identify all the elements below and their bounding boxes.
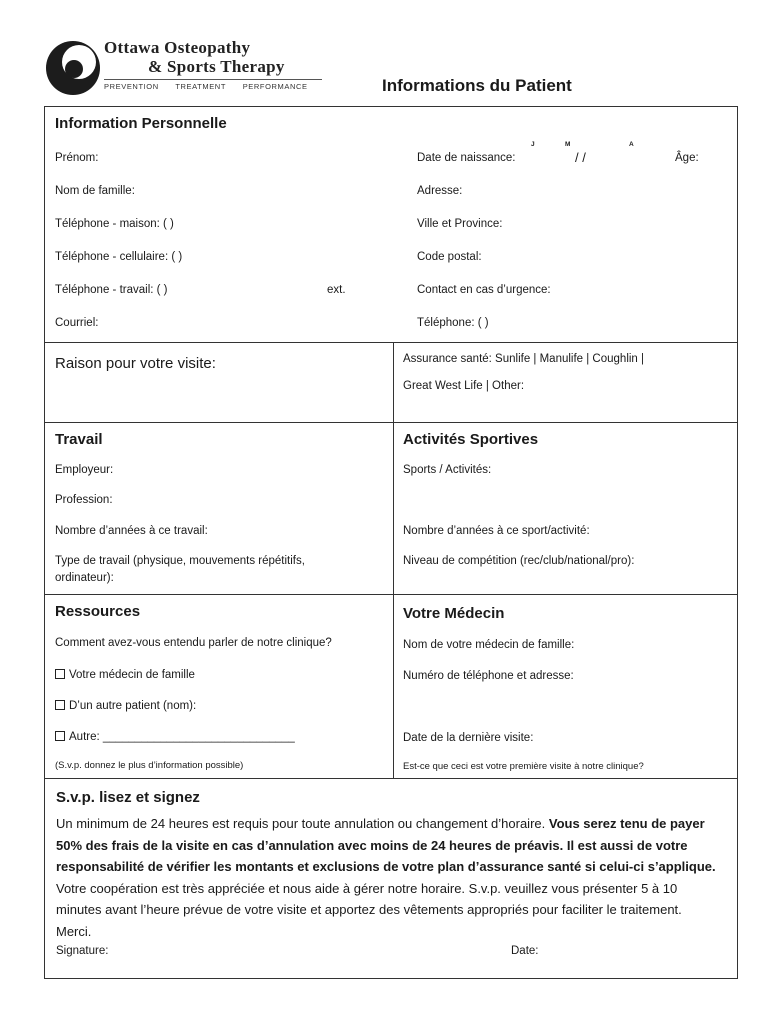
first-visit-question[interactable]: Est-ce que ceci est votre première visite à notre clinique? (403, 761, 644, 772)
section-heading: Information Personnelle (55, 115, 227, 132)
section-heading: Ressources (55, 603, 141, 620)
home-phone-field[interactable]: Téléphone - maison: ( ) (55, 218, 174, 230)
brand-name-line2: & Sports Therapy (148, 57, 285, 76)
work-years-field[interactable]: Nombre d’années à ce travail: (55, 525, 208, 537)
referral-question: Comment avez-vous entendu parler de notre clinique? (55, 637, 332, 649)
brand-name: Ottawa Osteopathy (104, 38, 251, 57)
section-heading: Votre Médecin (403, 605, 505, 622)
resources-doctor-section (44, 594, 738, 779)
month-label: M (565, 141, 571, 148)
profession-field[interactable]: Profession: (55, 494, 113, 506)
postal-code-field[interactable]: Code postal: (417, 251, 482, 263)
section-heading: Travail (55, 431, 103, 448)
referral-note: (S.v.p. donnez le plus d’information possible) (55, 760, 244, 771)
personal-info-section (44, 106, 738, 343)
city-province-field[interactable]: Ville et Province: (417, 218, 503, 230)
referral-option-other[interactable]: Autre: ______________________________ (55, 731, 295, 743)
work-sports-section (44, 422, 738, 595)
referral-option-patient[interactable]: D’un autre patient (nom): (55, 700, 196, 712)
sport-years-field[interactable]: Nombre d’années à ce sport/activité: (403, 525, 590, 537)
tagline-word: TREATMENT (175, 82, 227, 91)
year-label: A (629, 141, 634, 148)
work-type-field-cont: ordinateur): (55, 572, 114, 584)
insurance-other-field[interactable]: Great West Life | Other: (403, 380, 525, 392)
birth-date-field[interactable]: Date de naissance: (417, 152, 516, 164)
policy-bold-text: Vous serez tenu de payer 50% des frais de la visite en cas d’annulation avec moins de 24 heures de préavis. Il est aussi de votre responsabilité de vérifier les montants et exclusions de votre plan d’assurance santé si celui-ci s’applique. (56, 816, 716, 874)
referral-option-doctor[interactable]: Votre médecin de famille (55, 669, 195, 681)
email-field[interactable]: Courriel: (55, 317, 99, 329)
emergency-phone-field[interactable]: Téléphone: ( ) (417, 317, 489, 329)
brand-tagline (104, 79, 322, 91)
clinic-logo (44, 36, 344, 98)
insurance-options[interactable]: Assurance santé: Sunlife | Manulife | Coughlin | (403, 353, 645, 365)
signature-section (44, 778, 738, 979)
checkbox-icon[interactable] (55, 700, 65, 710)
visit-reason-field[interactable]: Raison pour votre visite: (55, 355, 216, 372)
tagline-word: PREVENTION (104, 82, 159, 91)
emergency-contact-field[interactable]: Contact en cas d’urgence: (417, 284, 551, 296)
logo-circle-icon (44, 36, 100, 96)
cell-phone-field[interactable]: Téléphone - cellulaire: ( ) (55, 251, 183, 263)
work-phone-field[interactable]: Téléphone - travail: ( ) (55, 284, 168, 296)
checkbox-icon[interactable] (55, 669, 65, 679)
first-name-field[interactable]: Prénom: (55, 152, 99, 164)
page-title: Informations du Patient (382, 76, 572, 95)
competition-level-field[interactable]: Niveau de compétition (rec/club/national/pro): (403, 555, 635, 567)
age-field[interactable]: Âge: (675, 152, 699, 164)
extension-field[interactable]: ext. (327, 284, 346, 296)
policy-text: Un minimum de 24 heures est requis pour toute annulation ou changement d’horaire. Vous serez tenu de payer 50% des frais de la visite en cas d’annulation avec moins de 24 heures de préavis. Il est aussi de votre responsabilité de vérifier les montants et exclusions de votre plan d’assurance santé si celui-ci s’applique. Votre coopération est très appréciée et nous aide à gérer notre horaire. S.v.p. veuillez vous présenter 5 à 10 minutes avant l’heure prévue de votre visite et apportez des vêtements appropriés pour faciliter le traitement. Merci. (56, 816, 716, 939)
sports-field[interactable]: Sports / Activités: (403, 464, 492, 476)
checkbox-icon[interactable] (55, 731, 65, 741)
section-heading: Activités Sportives (403, 431, 539, 448)
address-field[interactable]: Adresse: (417, 185, 463, 197)
section-heading: S.v.p. lisez et signez (56, 789, 200, 806)
last-visit-field[interactable]: Date de la dernière visite: (403, 732, 534, 744)
doctor-contact-field[interactable]: Numéro de téléphone et adresse: (403, 670, 574, 682)
work-type-field[interactable]: Type de travail (physique, mouvements répétitifs, (55, 555, 305, 567)
employer-field[interactable]: Employeur: (55, 464, 114, 476)
last-name-field[interactable]: Nom de famille: (55, 185, 135, 197)
tagline-word: PERFORMANCE (242, 82, 308, 91)
signature-field[interactable]: Signature: (56, 945, 109, 957)
visit-section (44, 342, 738, 423)
day-label: J (531, 141, 535, 148)
date-separators: / / (575, 150, 586, 165)
doctor-name-field[interactable]: Nom de votre médecin de famille: (403, 639, 575, 651)
signature-date-field[interactable]: Date: (511, 945, 539, 957)
